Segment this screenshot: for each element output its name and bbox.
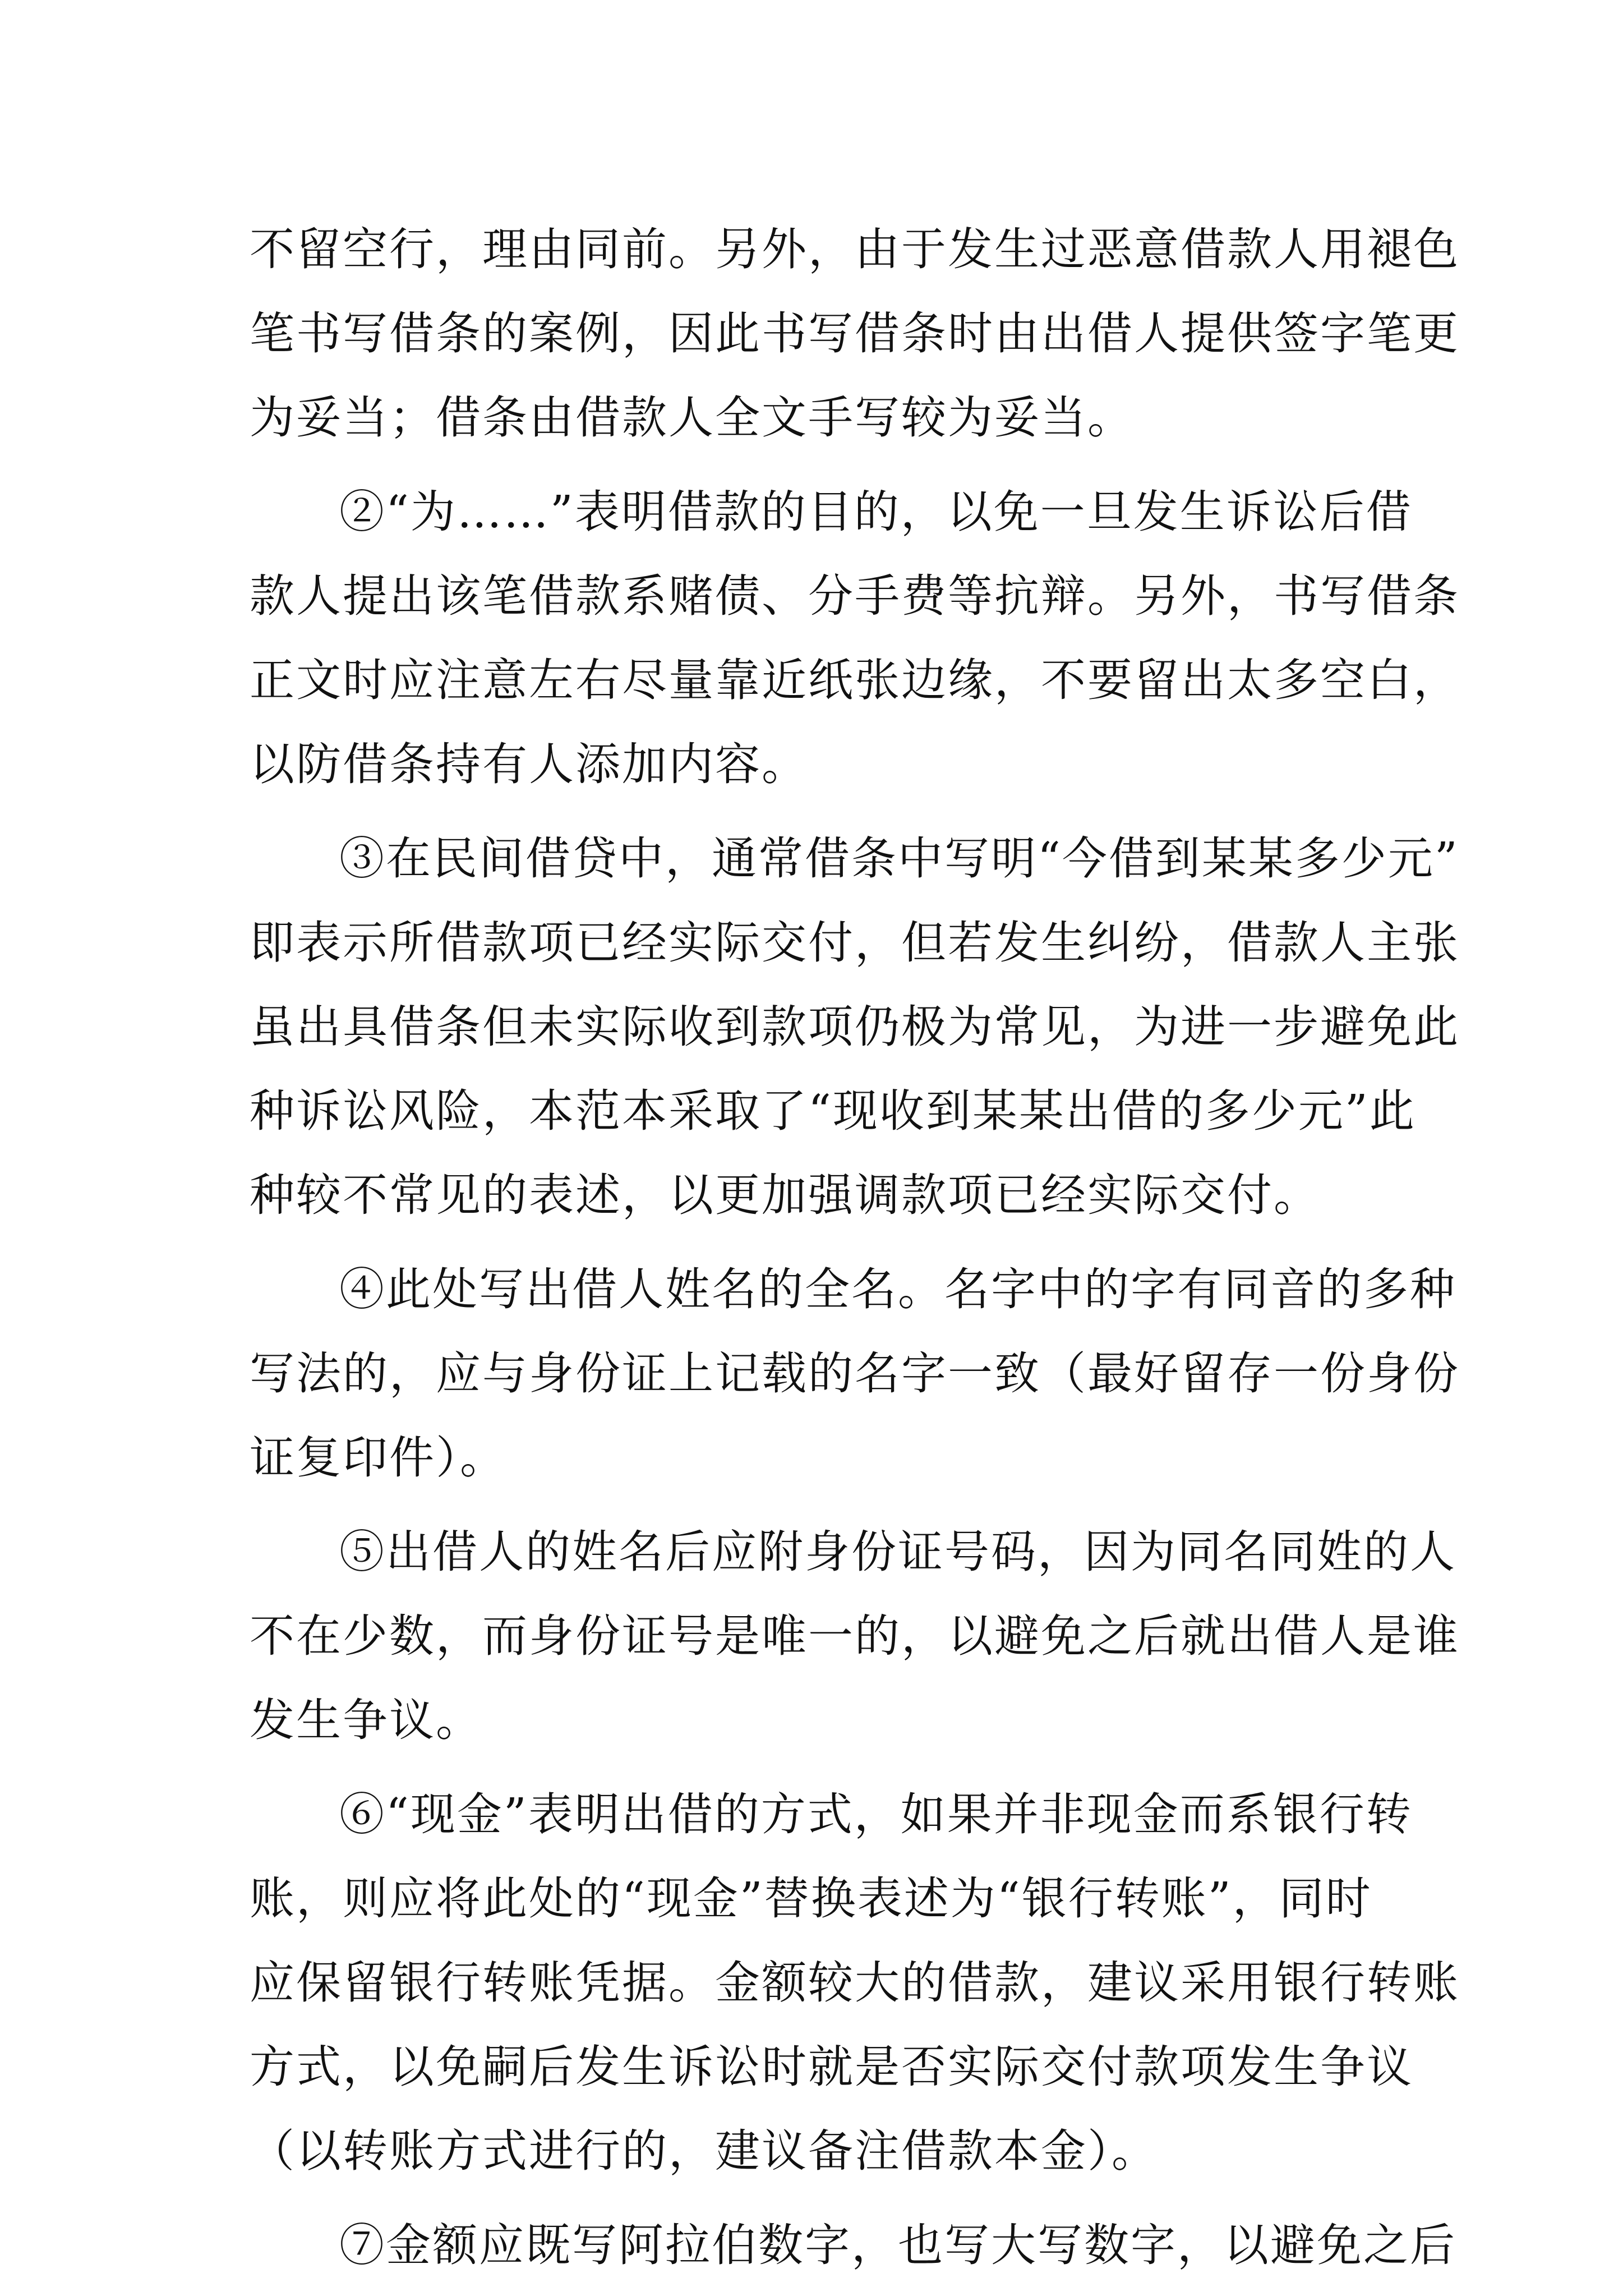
text-line: 款人提出该笔借款系赌债、分手费等抗辩。另外，书写借条 <box>250 570 1460 622</box>
text-line: 种诉讼风险，本范本采取了“现收到某某出借的多少元”此 <box>250 1085 1416 1137</box>
paragraph-note-3 <box>250 817 1460 1237</box>
paragraph-note-2 <box>250 470 1460 807</box>
text-line: （以转账方式进行的，建议备注借款本金）。 <box>250 2125 1158 2177</box>
text-line: 证复印件）。 <box>250 1432 506 1484</box>
text-line: 应保留银行转账凭据。金额较大的借款，建议采用银行转账 <box>250 1957 1460 2009</box>
paragraph-note-4 <box>250 1248 1460 1500</box>
paragraph-note-6 <box>250 1773 1460 2193</box>
text-line: ⑦金额应既写阿拉伯数字，也写大写数字，以避免之后 <box>339 2219 1456 2271</box>
text-line: 即表示所借款项已经实际交付，但若发生纠纷，借款人主张 <box>250 917 1460 969</box>
text-line: ③在民间借贷中，通常借条中写明“今借到某某多少元” <box>339 832 1459 885</box>
text-line: 不在少数，而身份证号是唯一的，以避免之后就出借人是谁 <box>250 1610 1460 1662</box>
text-line: ②“为……”表明借款的目的，以免一旦发生诉讼后借 <box>339 486 1413 538</box>
paragraph-note-5 <box>250 1510 1460 1763</box>
document-body <box>250 208 1460 2288</box>
text-line: 笔书写借条的案例，因此书写借条时由出借人提供签字笔更 <box>250 307 1460 360</box>
text-line: 写法的，应与身份证上记载的名字一致（最好留存一份身份 <box>250 1347 1460 1400</box>
text-line: 不留空行，理由同前。另外，由于发生过恶意借款人用褪色 <box>250 223 1460 275</box>
text-line: 虽出具借条但未实际收到款项仍极为常见，为进一步避免此 <box>250 1001 1460 1053</box>
paragraph-note-7 <box>250 2203 1456 2288</box>
text-line: 方式，以免嗣后发生诉讼时就是否实际交付款项发生争议 <box>250 2041 1413 2093</box>
text-line: ④此处写出借人姓名的全名。名字中的字有同音的多种 <box>339 1263 1456 1315</box>
text-line: 发生争议。 <box>250 1694 482 1746</box>
text-line: ⑤出借人的姓名后应附身份证号码，因为同名同姓的人 <box>339 1526 1456 1578</box>
text-line: ⑥“现金”表明出借的方式，如果并非现金而系银行转 <box>339 1788 1413 1841</box>
text-line: 为妥当；借条由借款人全文手写较为妥当。 <box>250 392 1134 444</box>
text-line: 账，则应将此处的“现金”替换表述为“银行转账”，同时 <box>250 1872 1372 1925</box>
paragraph-continuation <box>250 208 1460 460</box>
text-line: 种较不常见的表述，以更加强调款项已经实际交付。 <box>250 1169 1320 1221</box>
text-line: 以防借条持有人添加内容。 <box>250 738 808 790</box>
text-line: 正文时应注意左右尽量靠近纸张边缘，不要留出太多空白， <box>250 654 1460 706</box>
